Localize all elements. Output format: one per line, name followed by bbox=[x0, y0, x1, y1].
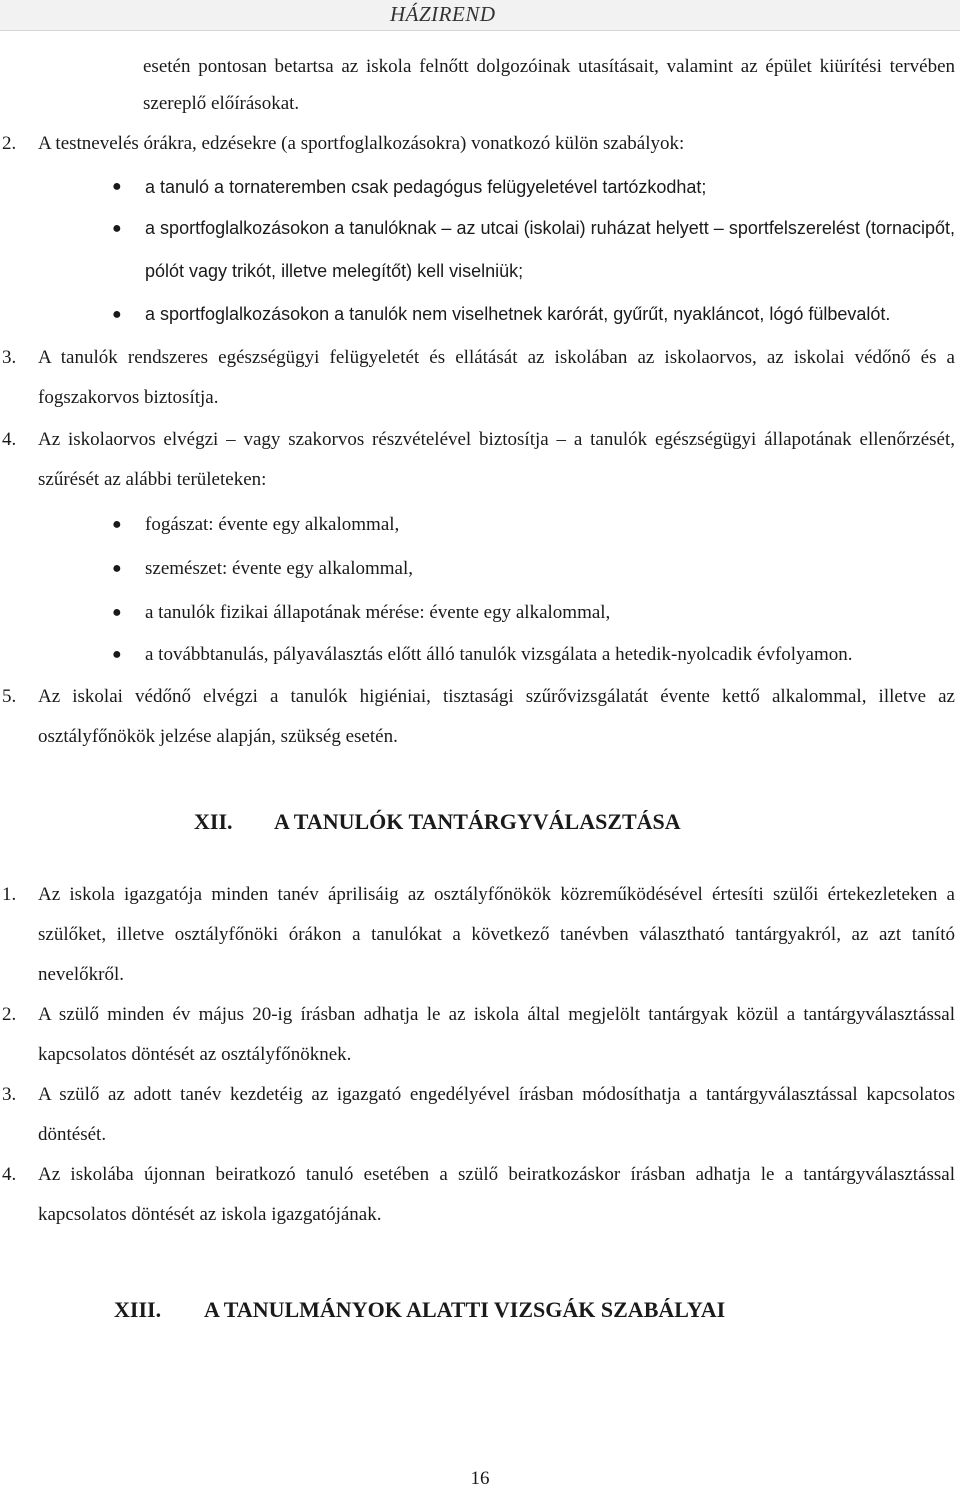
page-content bbox=[2, 48, 955, 1345]
bullet-icon: ● bbox=[112, 306, 122, 323]
bullet-text: fogászat: évente egy alkalommal, bbox=[145, 514, 400, 535]
item-number: 4. bbox=[2, 429, 17, 450]
section-number: XIII. bbox=[114, 1297, 162, 1322]
item-number: 1. bbox=[2, 884, 17, 905]
bullet-icon: ● bbox=[112, 516, 122, 533]
list-item bbox=[2, 124, 955, 164]
item-text: Az iskolába újonnan beiratkozó tanuló esetében a szülő beiratkozáskor írásban adhatja le a tantárgyválasztással kapcsolatos döntését az iskola igazgatójának. bbox=[38, 1164, 955, 1225]
item-number: 3. bbox=[2, 1084, 17, 1105]
list-item bbox=[2, 875, 955, 995]
bullet-item bbox=[112, 547, 955, 591]
bullet-icon: ● bbox=[112, 560, 122, 577]
section-title: A TANULMÁNYOK ALATTI VIZSGÁK SZABÁLYAI bbox=[204, 1297, 726, 1322]
item-text: A szülő az adott tanév kezdetéig az igazgató engedélyével írásban módosíthatja a tantárgyválasztással kapcsolatos döntését. bbox=[38, 1084, 955, 1145]
list-item bbox=[2, 677, 955, 757]
item-number: 5. bbox=[2, 686, 17, 707]
bullet-item bbox=[112, 591, 955, 635]
bullet-text: a tanulók fizikai állapotának mérése: évente egy alkalommal, bbox=[145, 602, 611, 623]
bullet-icon: ● bbox=[112, 220, 122, 237]
bullet-icon: ● bbox=[112, 178, 122, 195]
item-text: Az iskolai védőnő elvégzi a tanulók higiéniai, tisztasági szűrővizsgálatát évente kettő alkalommal, illetve az osztályfőnökök jelzése alapján, szükség esetén. bbox=[38, 686, 955, 747]
bullet-text: a sportfoglalkozásokon a tanulóknak – az utcai (iskolai) ruházat helyett – sportfelszerelést (tornacipőt, pólót vagy trikót, illetve melegítőt) kell viselniük; bbox=[145, 218, 955, 281]
bullet-icon: ● bbox=[112, 604, 122, 621]
item-number: 3. bbox=[2, 347, 17, 368]
list-item bbox=[2, 1075, 955, 1155]
page-number: 16 bbox=[470, 1468, 490, 1489]
section-heading bbox=[38, 1297, 955, 1345]
list-item bbox=[2, 1155, 955, 1235]
item-text: A testnevelés órákra, edzésekre (a sportfoglalkozásokra) vonatkozó külön szabályok: bbox=[38, 133, 685, 154]
item-number: 2. bbox=[2, 133, 17, 154]
header-title: HÁZIREND bbox=[390, 2, 496, 26]
bullet-icon: ● bbox=[112, 646, 122, 663]
intro-paragraph: esetén pontosan betartsa az iskola felnőtt dolgozóinak utasításait, valamint az épület kiürítési tervében szereplő előírásokat. bbox=[143, 56, 955, 114]
bullet-item bbox=[112, 503, 955, 547]
section-title: A TANULÓK TANTÁRGYVÁLASZTÁSA bbox=[274, 809, 681, 834]
bullet-item bbox=[112, 167, 955, 207]
bullet-text: a továbbtanulás, pályaválasztás előtt álló tanulók vizsgálata a hetedik-nyolcadik évfolyamon. bbox=[145, 644, 853, 665]
bullet-item bbox=[112, 293, 955, 336]
item-text: A szülő minden év május 20-ig írásban adhatja le az iskola által megjelölt tantárgyak közül a tantárgyválasztással kapcsolatos döntését az osztályfőnöknek. bbox=[38, 1004, 955, 1065]
item-text: Az iskolaorvos elvégzi – vagy szakorvos részvételével biztosítja – a tanulók egészségügyi állapotának ellenőrzését, szűrését az alábbi területeken: bbox=[38, 429, 955, 490]
list-item bbox=[2, 420, 955, 500]
item-number: 4. bbox=[2, 1164, 17, 1185]
bullet-item bbox=[112, 635, 955, 675]
bullet-item bbox=[112, 207, 955, 293]
bullet-text: a sportfoglalkozásokon a tanulók nem viselhetnek karórát, gyűrűt, nyakláncot, lógó fülbevalót. bbox=[145, 304, 891, 324]
item-text: A tanulók rendszeres egészségügyi felügyeletét és ellátását az iskolában az iskolaorvos, az iskolai védőnő és a fogszakorvos biztosítja. bbox=[38, 347, 955, 408]
item-number: 2. bbox=[2, 1004, 17, 1025]
section-heading bbox=[38, 809, 955, 857]
list-item bbox=[2, 338, 955, 418]
page-header bbox=[0, 0, 960, 31]
list-item bbox=[2, 995, 955, 1075]
item-text: Az iskola igazgatója minden tanév áprilisáig az osztályfőnökök közreműködésével értesíti szülői értekezleteken a szülőket, illetve osztályfőnöki órákon a tanulókat a következő tanévben választható tantárgyakról, az azt tanító nevelőkről. bbox=[38, 884, 955, 985]
bullet-text: a tanuló a tornateremben csak pedagógus felügyeletével tartózkodhat; bbox=[145, 177, 707, 197]
section-number: XII. bbox=[194, 809, 233, 834]
bullet-text: szemészet: évente egy alkalommal, bbox=[145, 558, 413, 579]
